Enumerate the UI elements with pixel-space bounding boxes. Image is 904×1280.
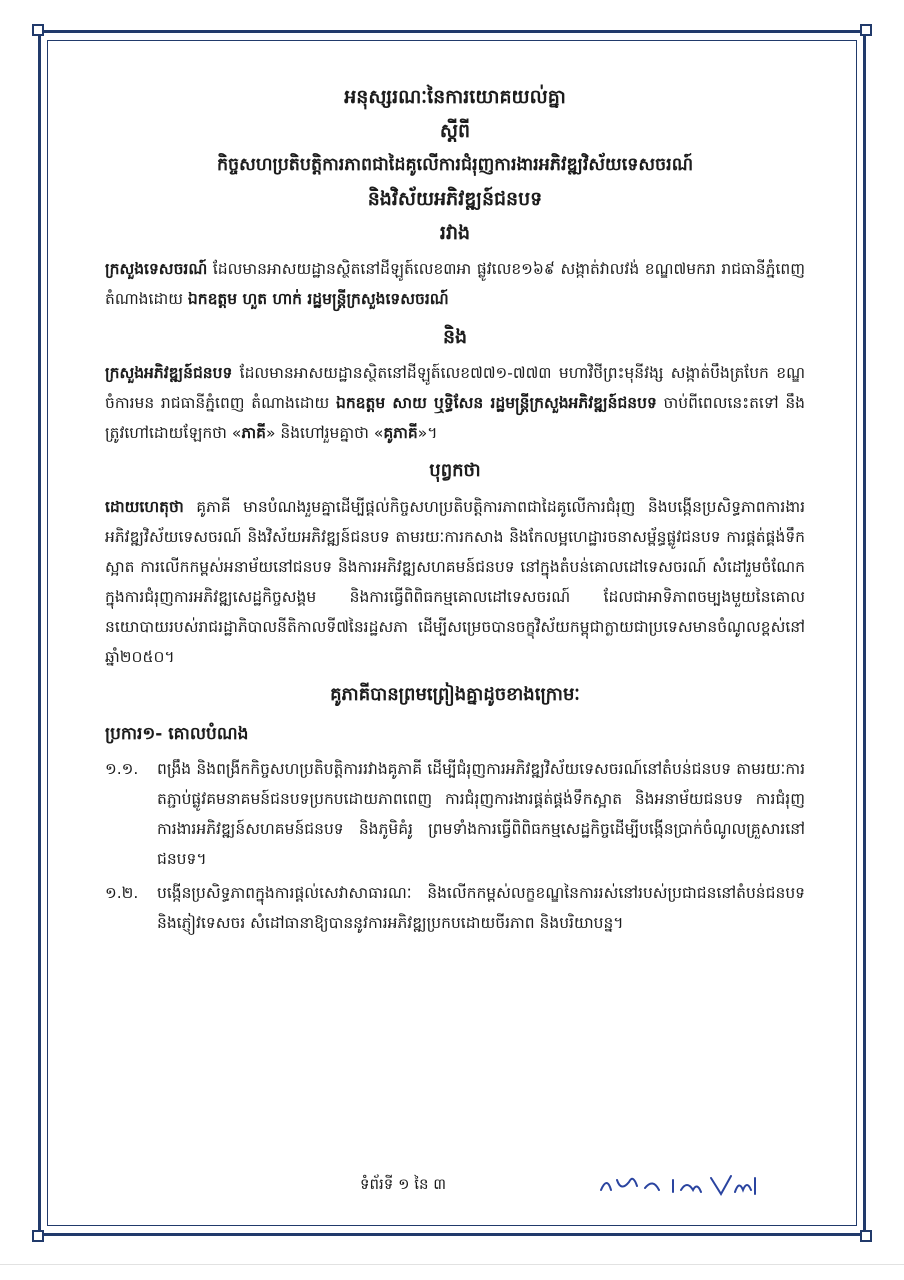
- border-corner-ornament: [32, 1230, 44, 1242]
- border-corner-ornament: [32, 24, 44, 36]
- party2-after2: » និងហៅរួមគ្នាថា «: [265, 424, 384, 442]
- document-subject-line2: និងវិស័យអភិវឌ្ឍន៍ជនបទ: [367, 188, 543, 210]
- and-heading: និង: [442, 326, 468, 348]
- party1-text: ដែលមានអាសយដ្ឋានស្ថិតនៅដីឡូត៍លេខ៣អា ផ្លូវលេខ១៦៩ សង្កាត់វាលវង់ ខណ្ឌ៧មករា រាជធានីភ្នំពេញ តំណាងដោយ: [105, 260, 805, 308]
- between-heading: រវាង: [439, 222, 471, 244]
- whereas-paragraph: [105, 492, 805, 672]
- parties-term: គូភាគី: [383, 424, 418, 442]
- document-title: អនុស្សរណៈនៃការយោគយល់គ្នា: [344, 86, 566, 108]
- party2-representative: ឯកឧត្តម សាយ ឬទ្ធិសែន រដ្ឋមន្ត្រីក្រសួងអភិវឌ្ឍន៍ជនបទ: [336, 394, 657, 412]
- party2-end: »។: [417, 424, 438, 442]
- clause-number: ១.១.: [105, 760, 139, 778]
- handwritten-initials: [595, 1168, 765, 1207]
- clause-text: ពង្រឹង និងពង្រីកកិច្ចសហប្រតិបត្តិការរវាងគូភាគី ដើម្បីជំរុញការអភិវឌ្ឍវិស័យទេសចរណ៍នៅតំបន់ជនបទ តាមរយៈការតភ្ជាប់ផ្លូវគមនាគមន៍ជនបទប្រកបដោយភាពពេញ ការជំរុញការងារផ្គត់ផ្គង់ទឹកស្អាត និងអនាម័យជនបទ ការជំរុញការងារអភិវឌ្ឍន៍សហគមន៍ជនបទ និងភូមិគំរូ ព្រមទាំងការធ្វើពិពិធកម្មសេដ្ឋកិច្ចដើម្បីបង្កើនប្រាក់ចំណូលគ្រួសារនៅជនបទ។: [157, 760, 805, 868]
- party2-paragraph: [105, 358, 805, 448]
- document-subject-line1: កិច្ចសហប្រតិបត្តិការភាពជាដៃគូលើការជំរុញការងារអភិវឌ្ឍវិស័យទេសចរណ៍: [216, 155, 694, 175]
- document-title-about: ស្តីពី: [439, 120, 471, 142]
- party1-paragraph: [105, 254, 805, 314]
- preamble-heading: បុព្វកថា: [429, 460, 481, 481]
- article1-title: ប្រការ១- គោលបំណង: [105, 724, 249, 744]
- agreed-heading: គូភាគីបានព្រមព្រៀងគ្នាដូចខាងក្រោមៈ: [330, 684, 580, 705]
- page-number: ទំព័រទី ១ នៃ ៣: [360, 1175, 447, 1193]
- party-term: ភាគី: [241, 424, 266, 442]
- party2-text: ដែលមានអាសយដ្ឋានស្ថិតនៅដីឡូត៍លេខ៧៧១-៧៧៣ មហាវិថីព្រះមុនីវង្ស សង្កាត់បឹងត្របែក ខណ្ឌចំការមន រាជធានីភ្នំពេញ តំណាងដោយ: [105, 364, 805, 412]
- clause-item: [105, 878, 805, 938]
- party1-name: ក្រសួងទេសចរណ៍: [105, 260, 208, 278]
- border-corner-ornament: [860, 24, 872, 36]
- clause-text: បង្កើនប្រសិទ្ធភាពក្នុងការផ្តល់សេវាសាធារណៈ និងលើកកម្ពស់លក្ខខណ្ឌនៃការរស់នៅរបស់ប្រជាជននៅតំបន់ជនបទ និងភ្ញៀវទេសចរ សំដៅធានាឱ្យបាននូវការអភិវឌ្ឍប្រកបដោយចីរភាព និងបរិយាបន្ន។: [157, 884, 805, 932]
- party2-name: ក្រសួងអភិវឌ្ឍន៍ជនបទ: [105, 364, 233, 382]
- scan-edge-line: [0, 1264, 904, 1265]
- document-body: [105, 80, 805, 938]
- border-corner-ornament: [860, 1230, 872, 1242]
- clause-item: [105, 754, 805, 874]
- party1-representative: ឯកឧត្តម ហួត ហាក់ រដ្ឋមន្ត្រីក្រសួងទេសចរណ៍: [187, 290, 449, 308]
- initials-scribble-icon: [595, 1168, 765, 1202]
- whereas-text: គូភាគី មានបំណងរួមគ្នាដើម្បីផ្តល់កិច្ចសហប្រតិបត្តិការភាពជាដៃគូលើការជំរុញ និងបង្កើនប្រសិទ្ធភាពការងារអភិវឌ្ឍវិស័យទេសចរណ៍ និងវិស័យអភិវឌ្ឍន៍ជនបទ តាមរយៈការកសាង និងកែលម្អហេដ្ឋារចនាសម្ព័ន្ធផ្លូវជនបទ ការផ្គត់ផ្គង់ទឹកស្អាត ការលើកកម្ពស់អនាម័យនៅជនបទ និងការអភិវឌ្ឍសហគមន៍ជនបទ នៅក្នុងតំបន់គោលដៅទេសចរណ៍ សំដៅរួមចំណែកក្នុងការជំរុញការអភិវឌ្ឍសេដ្ឋកិច្ចសង្គម និងការធ្វើពិពិធកម្មគោលដៅទេសចរណ៍ ដែលជាអាទិភាពចម្បងមួយនៃគោលនយោបាយរបស់រាជរដ្ឋាភិបាលនីតិកាលទី៧នៃរដ្ឋសភា ដើម្បីសម្រេចបានចក្ខុវិស័យកម្ពុជាក្លាយជាប្រទេសមានចំណូលខ្ពស់នៅឆ្នាំ២០៥០។: [105, 498, 805, 666]
- party2-after: ចាប់ពីពេលនេះតទៅ នឹងត្រូវហៅដោយឡែកថា «: [105, 394, 806, 442]
- whereas-label: ដោយហេតុថា: [105, 498, 184, 516]
- clause-number: ១.២.: [105, 884, 139, 902]
